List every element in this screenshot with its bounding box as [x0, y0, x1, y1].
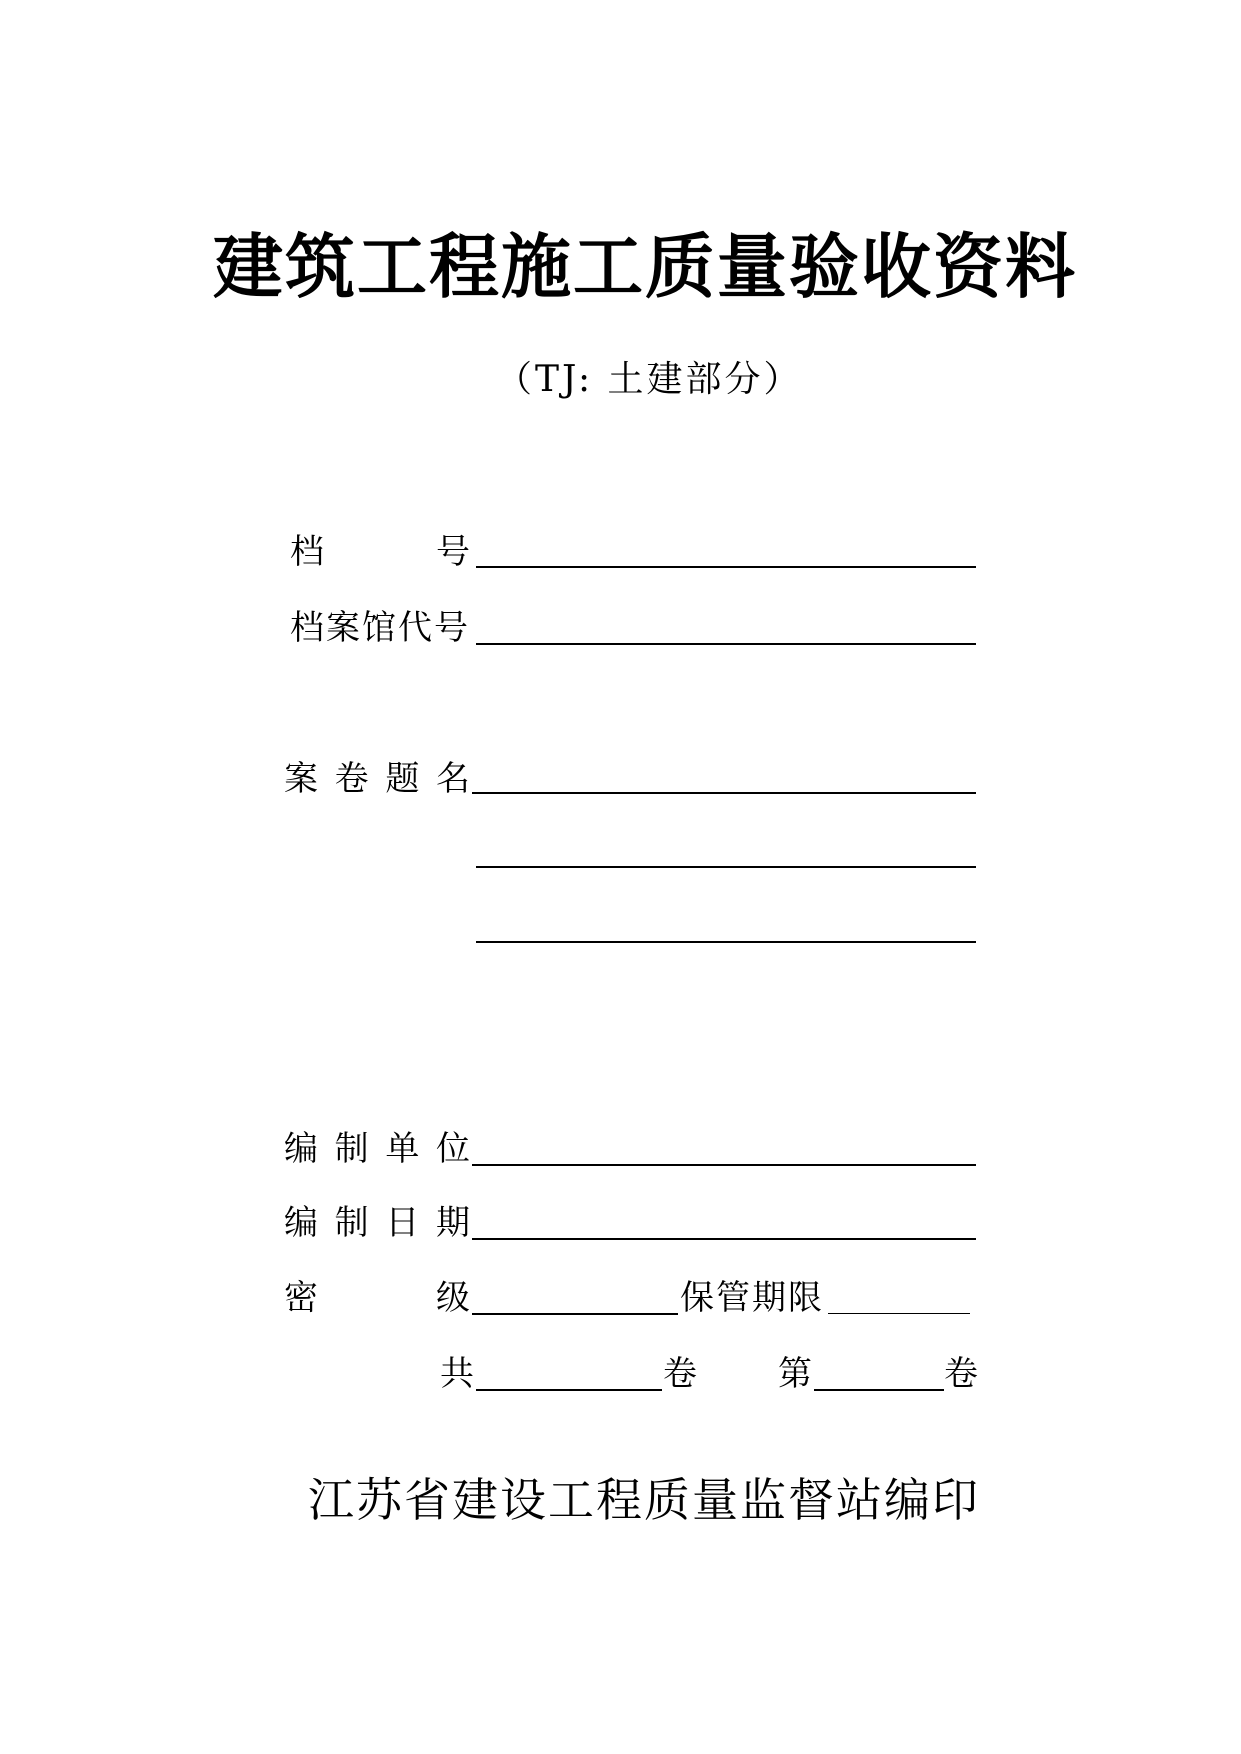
secrecy-level-label-char: 级 [436, 1278, 470, 1318]
archive-number-label-char: 号 [436, 532, 470, 572]
secrecy-level-label-char: 密 [284, 1278, 318, 1318]
compiling-date-label-char: 制 [334, 1203, 369, 1243]
volume-title-field-line-1[interactable] [472, 792, 976, 794]
document-title: 建筑工程施工质量验收资料 [213, 226, 1077, 308]
volume-title-label-char: 题 [385, 759, 420, 799]
secrecy-level-label [284, 1278, 470, 1318]
compiling-unit-label-char: 编 [284, 1129, 318, 1169]
volume-title-field-line-2[interactable] [476, 866, 976, 868]
total-volumes-prefix: 共 [440, 1354, 474, 1394]
compiling-date-label [284, 1203, 470, 1243]
volume-title-field-line-3[interactable] [476, 941, 976, 943]
volume-number-prefix: 第 [778, 1354, 812, 1394]
volume-title-label-char: 卷 [334, 759, 369, 799]
compiling-date-label-char: 编 [284, 1203, 318, 1243]
compiling-unit-label-char: 位 [435, 1129, 470, 1169]
volume-title-label-char: 名 [435, 759, 470, 799]
archive-code-label: 档案馆代号 [290, 608, 470, 648]
volume-number-suffix: 卷 [944, 1354, 978, 1394]
archive-number-label-char: 档 [290, 532, 324, 572]
total-volumes-field[interactable] [476, 1389, 662, 1391]
document-subtitle: （TJ: 土建部分） [496, 359, 803, 400]
publisher-footer: 江苏省建设工程质量监督站编印 [308, 1473, 980, 1527]
volume-title-label [284, 759, 470, 799]
retention-period-field[interactable] [828, 1313, 970, 1314]
compiling-date-label-char: 日 [385, 1203, 420, 1243]
archive-number-label [290, 532, 470, 572]
archive-number-field[interactable] [476, 566, 976, 568]
volume-title-label-char: 案 [284, 759, 318, 799]
compiling-date-field[interactable] [472, 1238, 976, 1240]
compiling-unit-label-char: 制 [334, 1129, 369, 1169]
retention-period-label: 保管期限 [680, 1278, 824, 1318]
compiling-date-label-char: 期 [435, 1203, 470, 1243]
secrecy-level-field[interactable] [472, 1313, 678, 1315]
total-volumes-suffix: 卷 [663, 1354, 697, 1394]
compiling-unit-field[interactable] [472, 1164, 976, 1166]
volume-number-field[interactable] [814, 1389, 944, 1391]
archive-code-field[interactable] [476, 643, 976, 645]
compiling-unit-label [284, 1129, 470, 1169]
compiling-unit-label-char: 单 [385, 1129, 420, 1169]
